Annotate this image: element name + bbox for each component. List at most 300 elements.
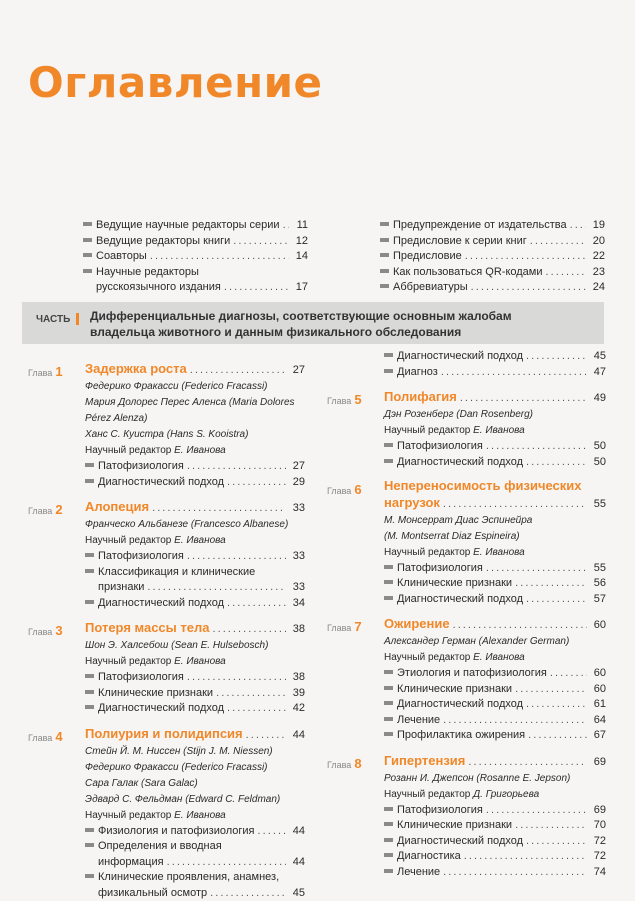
- dot-leader: [526, 834, 587, 850]
- entry-label-continued: русскоязычного издания: [96, 280, 221, 296]
- chapter-title-line[interactable]: [384, 615, 606, 634]
- page-number: 74: [590, 865, 606, 881]
- dot-leader: [526, 697, 587, 713]
- dot-leader: [546, 265, 586, 281]
- dot-leader: [187, 670, 286, 686]
- entry-label: Патофизиология: [98, 670, 184, 686]
- dot-leader: [443, 865, 587, 881]
- bullet-icon: [380, 284, 389, 288]
- toc-entry-line: [85, 824, 305, 840]
- bullet-icon: [85, 479, 94, 483]
- page-number: 11: [292, 218, 308, 234]
- dot-leader: [210, 886, 286, 901]
- bullet-icon: [85, 828, 94, 832]
- chapter-label-spacer: [327, 349, 384, 380]
- scientific-editor: [384, 545, 606, 561]
- page-number: 42: [289, 701, 305, 717]
- entry-label: Диагноз: [397, 365, 438, 381]
- author: (M. Montserrat Diaz Espineira): [384, 529, 606, 545]
- chapter: [327, 478, 606, 607]
- toc-entry[interactable]: [384, 455, 606, 471]
- chapter-word: Глава: [28, 627, 52, 637]
- bullet-icon: [85, 843, 94, 847]
- entry-label-continued: признаки: [98, 580, 144, 596]
- page-number: 49: [590, 390, 606, 407]
- toc-entry-line: [85, 459, 305, 475]
- chapter-label: [28, 360, 85, 490]
- scientific-editor: [384, 423, 606, 439]
- dot-leader: [167, 855, 286, 871]
- entry-label: Диагностика: [397, 849, 461, 865]
- entry-label: Диагностический подход: [397, 455, 523, 471]
- page-number: 55: [590, 496, 606, 513]
- toc-entry[interactable]: [85, 824, 305, 840]
- bullet-icon: [380, 253, 389, 257]
- entry-label: Диагностический подход: [98, 475, 224, 491]
- chapter-body: [384, 349, 606, 380]
- toc-entry[interactable]: [384, 818, 606, 834]
- entry-label: Этиология и патофизиология: [397, 666, 547, 682]
- chapter-number: 8: [354, 756, 361, 771]
- toc-entry-line: [384, 728, 606, 744]
- entry-label: Как пользоваться QR-кодами: [393, 265, 543, 281]
- author: Федерико Фракасси (Federico Fracassi): [85, 379, 305, 395]
- chapter-body: [384, 615, 606, 744]
- toc-entry-line: [85, 549, 305, 565]
- author: Эдвард С. Фельдман (Edward C. Feldman): [85, 792, 305, 808]
- author: Александер Герман (Alexander German): [384, 634, 606, 650]
- toc-entry-line: [384, 365, 606, 381]
- toc-entry-line: [380, 234, 605, 250]
- entry-label: Патофизиология: [397, 439, 483, 455]
- page-number: 69: [590, 754, 606, 771]
- toc-entry-line: [83, 265, 308, 281]
- bullet-icon: [85, 569, 94, 573]
- dot-leader: [468, 754, 587, 771]
- chapter-title: Задержка роста: [85, 360, 187, 377]
- toc-entry-line: [380, 280, 605, 296]
- bullet-icon: [384, 853, 393, 857]
- dot-leader: [465, 249, 586, 265]
- page-number: 34: [289, 596, 305, 612]
- editor-prefix: Научный редактор: [384, 547, 470, 558]
- dot-leader: [464, 849, 587, 865]
- toc-entry[interactable]: [384, 849, 606, 865]
- page-number: 47: [590, 365, 606, 381]
- editor-prefix: Научный редактор: [85, 535, 171, 546]
- entry-label-continued: информация: [98, 855, 164, 871]
- bullet-icon: [83, 253, 92, 257]
- dot-leader: [486, 561, 587, 577]
- chapter-number: 1: [55, 364, 62, 379]
- toc-entry-line: [384, 666, 606, 682]
- toc-entry-line: [380, 218, 605, 234]
- chapter-word: Глава: [327, 486, 351, 496]
- chapter-label: [327, 752, 384, 881]
- toc-entry[interactable]: [384, 365, 606, 381]
- toc-entry-line: [384, 576, 606, 592]
- bullet-icon: [380, 238, 389, 242]
- bullet-icon: [384, 732, 393, 736]
- chapter-title-line[interactable]: [85, 498, 305, 517]
- bullet-icon: [85, 553, 94, 557]
- dot-leader: [443, 496, 587, 513]
- chapter-title-line[interactable]: [384, 388, 606, 407]
- toc-entry[interactable]: [85, 670, 305, 686]
- author: Федерико Фракасси (Federico Fracassi): [85, 760, 305, 776]
- editor-name: Е. Иванова: [174, 810, 226, 821]
- editor-prefix: Научный редактор: [85, 445, 171, 456]
- toc-entry-line: [384, 865, 606, 881]
- toc-entry[interactable]: [380, 265, 605, 281]
- toc-entry[interactable]: [83, 218, 308, 234]
- entry-label: Диагностический подход: [397, 592, 523, 608]
- chapter-label: [28, 725, 85, 901]
- page-number: 67: [590, 728, 606, 744]
- bullet-icon: [384, 701, 393, 705]
- dot-leader: [515, 576, 587, 592]
- entry-label: Диагностический подход: [397, 834, 523, 850]
- page-number: 64: [590, 713, 606, 729]
- toc-column-left: [28, 360, 305, 901]
- chapter-number: 6: [354, 482, 361, 497]
- chapter: [28, 725, 305, 901]
- chapter-continuation: [327, 349, 606, 380]
- bullet-icon: [85, 705, 94, 709]
- dot-leader: [224, 280, 289, 296]
- page-number: 29: [289, 475, 305, 491]
- editor-name: Е. Иванова: [473, 425, 525, 436]
- entry-label: Диагностический подход: [98, 701, 224, 717]
- scientific-editor: [85, 808, 305, 824]
- page-number: 39: [289, 686, 305, 702]
- entry-label: Аббревиатуры: [393, 280, 468, 296]
- chapter-title-line[interactable]: [85, 360, 305, 379]
- page-number: 19: [589, 218, 605, 234]
- bullet-icon: [384, 353, 393, 357]
- toc-entry-line: [384, 592, 606, 608]
- chapter: [28, 360, 305, 490]
- bullet-icon: [83, 222, 92, 226]
- chapter-title-line[interactable]: [85, 619, 305, 638]
- chapter-label: [327, 478, 384, 607]
- dot-leader: [515, 682, 587, 698]
- toc-entry-line: [83, 218, 308, 234]
- toc-entry[interactable]: [85, 565, 305, 596]
- chapter-title[interactable]: Непереносимость физических: [384, 478, 606, 494]
- toc-entry[interactable]: [384, 697, 606, 713]
- chapter-title: Алопеция: [85, 498, 149, 515]
- bullet-icon: [85, 874, 94, 878]
- entry-label: Соавторы: [96, 249, 147, 265]
- dot-leader: [453, 617, 587, 634]
- toc-entry[interactable]: [384, 576, 606, 592]
- bullet-icon: [384, 580, 393, 584]
- editor-prefix: Научный редактор: [85, 810, 171, 821]
- toc-entry-line: [85, 580, 305, 596]
- bullet-icon: [384, 443, 393, 447]
- dot-leader: [258, 824, 287, 840]
- toc-entry[interactable]: [380, 249, 605, 265]
- chapter-title-continued: нагрузок: [384, 494, 440, 511]
- entry-label: Лечение: [397, 865, 440, 881]
- author: Дэн Розенберг (Dan Rosenberg): [384, 407, 606, 423]
- page-number: 60: [590, 682, 606, 698]
- page-number: 33: [289, 549, 305, 565]
- entry-label: Клинические проявления, анамнез,: [98, 870, 279, 886]
- chapter: [28, 498, 305, 611]
- toc-entry[interactable]: [380, 280, 605, 296]
- part-divider: [76, 313, 79, 325]
- page-number: 17: [292, 280, 308, 296]
- toc-entry-line: [85, 565, 305, 581]
- dot-leader: [526, 592, 587, 608]
- entry-label: Диагностический подход: [397, 349, 523, 365]
- chapter: [327, 615, 606, 744]
- toc-entry-line: [85, 870, 305, 886]
- bullet-icon: [83, 269, 92, 273]
- toc-column-right: [327, 349, 606, 880]
- entry-label: Клинические признаки: [397, 682, 512, 698]
- author: Шон Э. Халсебош (Sean E. Hulsebosch): [85, 638, 305, 654]
- toc-entry[interactable]: [380, 234, 605, 250]
- chapter-title: Гипертензия: [384, 752, 465, 769]
- page-number: 38: [289, 621, 305, 638]
- toc-entry-line: [380, 265, 605, 281]
- page-title: Оглавление: [28, 58, 323, 107]
- author: Розанн И. Джепсон (Rosanne E. Jepson): [384, 771, 606, 787]
- dot-leader: [515, 818, 587, 834]
- toc-entry[interactable]: [384, 439, 606, 455]
- page-number: 60: [590, 617, 606, 634]
- chapter-title-line[interactable]: [384, 752, 606, 771]
- page-number: 24: [589, 280, 605, 296]
- bullet-icon: [384, 459, 393, 463]
- part-title-line: Дифференциальные диагнозы, соответствующие основным жалобам: [90, 308, 512, 324]
- dot-leader: [187, 459, 286, 475]
- toc-entry-line: [85, 475, 305, 491]
- page-number: 70: [590, 818, 606, 834]
- toc-entry[interactable]: [85, 870, 305, 901]
- chapter-body: [384, 478, 606, 607]
- editor-prefix: Научный редактор: [384, 425, 470, 436]
- entry-label: Предупреждение от издательства: [393, 218, 567, 234]
- chapter-label: [327, 388, 384, 470]
- toc-entry[interactable]: [85, 839, 305, 870]
- entry-label: Предисловие: [393, 249, 462, 265]
- toc-entry[interactable]: [384, 713, 606, 729]
- dot-leader: [227, 596, 286, 612]
- chapter-body: [384, 752, 606, 881]
- author: Франческо Альбанезе (Francesco Albanese): [85, 517, 305, 533]
- dot-leader: [190, 362, 286, 379]
- toc-entry-line: [85, 701, 305, 717]
- chapter-body: [85, 619, 305, 717]
- chapter-word: Глава: [28, 506, 52, 516]
- dot-leader: [486, 803, 587, 819]
- chapter-title-line[interactable]: [384, 494, 606, 513]
- chapter-number: 2: [55, 502, 62, 517]
- toc-entry[interactable]: [384, 728, 606, 744]
- dot-leader: [486, 439, 587, 455]
- chapter-word: Глава: [327, 396, 351, 406]
- chapter-word: Глава: [327, 760, 351, 770]
- author: Pérez Alenza): [85, 411, 305, 427]
- author: Ханс С. Куистра (Hans S. Kooistra): [85, 427, 305, 443]
- toc-entry[interactable]: [384, 803, 606, 819]
- toc-entry[interactable]: [384, 666, 606, 682]
- bullet-icon: [85, 600, 94, 604]
- chapter-body: [85, 498, 305, 611]
- toc-entry[interactable]: [85, 475, 305, 491]
- toc-entry-line: [85, 596, 305, 612]
- page-number: 22: [589, 249, 605, 265]
- editor-name: Е. Иванова: [174, 445, 226, 456]
- bullet-icon: [384, 717, 393, 721]
- part-header: [22, 302, 604, 344]
- chapter-word: Глава: [327, 623, 351, 633]
- bullet-icon: [384, 565, 393, 569]
- chapter-label: [327, 615, 384, 744]
- chapter-label: [28, 498, 85, 611]
- dot-leader: [246, 727, 286, 744]
- editor-name: Е. Иванова: [473, 547, 525, 558]
- page-number: 20: [589, 234, 605, 250]
- scientific-editor: [384, 787, 606, 803]
- page-number: 27: [289, 362, 305, 379]
- page-number: 50: [590, 455, 606, 471]
- toc-entry[interactable]: [85, 549, 305, 565]
- toc-entry-line: [384, 818, 606, 834]
- entry-label: Патофизиология: [98, 549, 184, 565]
- page-number: 27: [289, 459, 305, 475]
- scientific-editor: [85, 533, 305, 549]
- editor-prefix: Научный редактор: [85, 656, 171, 667]
- part-title-line: владельца животного и данным физикального обследования: [90, 324, 512, 340]
- bullet-icon: [85, 463, 94, 467]
- toc-entry-line: [384, 682, 606, 698]
- toc-entry-line: [384, 713, 606, 729]
- toc-entry-line: [384, 455, 606, 471]
- toc-entry[interactable]: [384, 592, 606, 608]
- toc-entry[interactable]: [85, 459, 305, 475]
- editor-name: Е. Иванова: [174, 535, 226, 546]
- toc-entry[interactable]: [83, 265, 308, 296]
- entry-label: Предисловие к серии книг: [393, 234, 527, 250]
- author: Мария Долорес Перес Аленса (Maria Dolores: [85, 395, 305, 411]
- bullet-icon: [384, 686, 393, 690]
- bullet-icon: [380, 222, 389, 226]
- page-number: 61: [590, 697, 606, 713]
- toc-entry[interactable]: [85, 701, 305, 717]
- chapter: [327, 752, 606, 881]
- page-number: 60: [590, 666, 606, 682]
- entry-label: Научные редакторы: [96, 265, 199, 281]
- entry-label: Патофизиология: [397, 561, 483, 577]
- entry-label: Клинические признаки: [98, 686, 213, 702]
- dot-leader: [150, 249, 289, 265]
- front-matter-right: [380, 218, 605, 296]
- toc-entry[interactable]: [380, 218, 605, 234]
- dot-leader: [526, 349, 587, 365]
- bullet-icon: [384, 869, 393, 873]
- toc-entry[interactable]: [384, 865, 606, 881]
- toc-entry[interactable]: [384, 349, 606, 365]
- toc-entry[interactable]: [83, 234, 308, 250]
- entry-label: Патофизиология: [98, 459, 184, 475]
- page-number: 56: [590, 576, 606, 592]
- chapter-label: [28, 619, 85, 717]
- entry-label: Физиология и патофизиология: [98, 824, 255, 840]
- entry-label-continued: физикальный осмотр: [98, 886, 207, 901]
- dot-leader: [152, 500, 286, 517]
- page-number: 72: [590, 834, 606, 850]
- entry-label: Определения и вводная: [98, 839, 222, 855]
- toc-entry[interactable]: [85, 596, 305, 612]
- toc-entry[interactable]: [85, 686, 305, 702]
- dot-leader: [187, 549, 286, 565]
- page-number: 45: [590, 349, 606, 365]
- page-number: 50: [590, 439, 606, 455]
- page-number: 33: [289, 500, 305, 517]
- chapter-title: Потеря массы тела: [85, 619, 209, 636]
- dot-leader: [283, 218, 289, 234]
- bullet-icon: [384, 596, 393, 600]
- editor-prefix: Научный редактор: [384, 789, 470, 800]
- entry-label: Клинические признаки: [397, 818, 512, 834]
- bullet-icon: [380, 269, 389, 273]
- page-number: 72: [590, 849, 606, 865]
- toc-entry-line: [83, 234, 308, 250]
- chapter: [327, 388, 606, 470]
- editor-name: Д. Григорьева: [473, 789, 539, 800]
- editor-name: Е. Иванова: [473, 652, 525, 663]
- dot-leader: [530, 234, 586, 250]
- bullet-icon: [85, 674, 94, 678]
- chapter-number: 3: [55, 623, 62, 638]
- dot-leader: [526, 455, 587, 471]
- chapter-number: 7: [354, 619, 361, 634]
- dot-leader: [550, 666, 587, 682]
- chapter-body: [384, 388, 606, 470]
- toc-entry-line: [85, 886, 305, 901]
- dot-leader: [233, 234, 289, 250]
- toc-entry-line: [380, 249, 605, 265]
- page-number: 33: [289, 580, 305, 596]
- chapter-title: Полиурия и полидипсия: [85, 725, 243, 742]
- scientific-editor: [85, 443, 305, 459]
- toc-entry-line: [384, 439, 606, 455]
- bullet-icon: [384, 822, 393, 826]
- chapter-title-line[interactable]: [85, 725, 305, 744]
- chapter-title: Ожирение: [384, 615, 450, 632]
- dot-leader: [460, 390, 587, 407]
- dot-leader: [528, 728, 587, 744]
- toc-entry[interactable]: [384, 561, 606, 577]
- toc-entry[interactable]: [83, 249, 308, 265]
- toc-entry[interactable]: [384, 682, 606, 698]
- toc-entry[interactable]: [384, 834, 606, 850]
- page-number: 23: [589, 265, 605, 281]
- toc-entry-line: [83, 249, 308, 265]
- page-number: 38: [289, 670, 305, 686]
- bullet-icon: [384, 369, 393, 373]
- page-number: 57: [590, 592, 606, 608]
- toc-entry-line: [85, 839, 305, 855]
- page-number: 12: [292, 234, 308, 250]
- editor-name: Е. Иванова: [174, 656, 226, 667]
- entry-label: Диагностический подход: [98, 596, 224, 612]
